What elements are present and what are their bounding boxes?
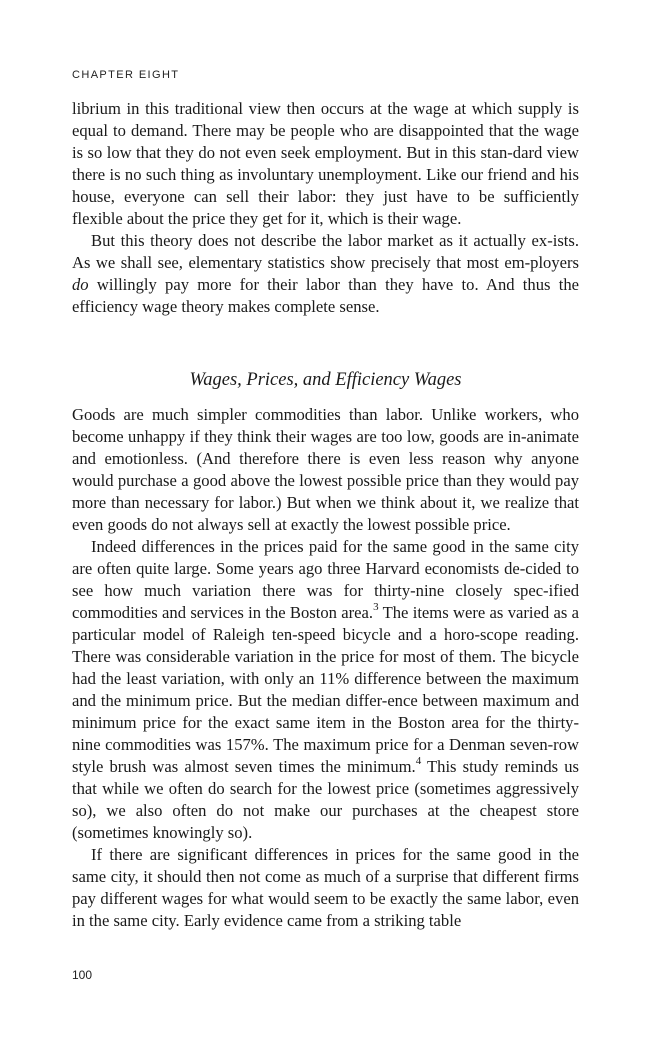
paragraph-1: librium in this traditional view then occurs at the wage at which supply is equal to demand. There may be people who are disappointed that the wage is so low that they do not even seek employment. But in this stan-dard view there is no such thing as involuntary unemployment. Like our friend and his house, everyone can sell their labor: they just have to be sufficiently flexible about the price they get for it, which is their wage.	[72, 99, 579, 228]
paragraph-4-text-b: The items were as varied as a particular model of Raleigh ten-speed bicycle and a horo-scope reading. There was considerable variation in the price for most of them. The bicycle had the least variation, with only an 11% difference between the maximum and the minimum price. But the median differ-ence between maximum and minimum price for the exact same item in the Boston area for the thirty-nine commodities was 157%. The maximum price for a Denman seven-row style brush was almost seven times the minimum.	[72, 603, 579, 776]
body-text-top	[72, 98, 579, 318]
page-number: 100	[72, 968, 93, 982]
footnote-ref-4[interactable]: 4	[415, 755, 422, 768]
paragraph-2-emphasis: do	[72, 275, 89, 294]
footnote-ref-3[interactable]: 3	[373, 601, 379, 614]
paragraph-4-text-c: This study reminds us that while we often do search for the lowest price (sometimes aggressively so), we also often do not make our purchases at the cheapest store (sometimes knowingly so).	[72, 757, 580, 842]
running-head: CHAPTER EIGHT	[72, 69, 180, 81]
section-heading: Wages, Prices, and Efficiency Wages	[189, 370, 462, 390]
paragraph-2-text-a: But this theory does not describe the labor market as it actually ex-ists. As we shall see, elementary statistics show precisely that most em-ployers	[72, 231, 579, 272]
paragraph-2-text-b: willingly pay more for their labor than they have to. And thus the efficiency wage theory makes complete sense.	[72, 275, 579, 316]
paragraph-3: Goods are much simpler commodities than labor. Unlike workers, who become unhappy if they think their wages are too low, goods are in-animate and emotionless. (And therefore there is even less reason why anyone would purchase a good above the lowest possible price than they would pay more than necessary for labor.) But when we think about it, we realize that even goods do not always sell at exactly the lowest possible price.	[72, 405, 579, 534]
paragraph-5: If there are significant differences in prices for the same good in the same city, it should then not come as much of a surprise that different firms pay different wages for what would seem to be exactly the same labor, even in the same city. Early evidence came from a striking table	[72, 845, 579, 930]
paragraph-4-text-a: Indeed differences in the prices paid for the same good in the same city are often quite large. Some years ago three Harvard economists de-cided to see how much variation there was for thirty-nine closely spec-ified commodities and services in the Boston area.	[72, 537, 579, 622]
paragraph-2	[72, 230, 579, 318]
body-text-bottom	[72, 404, 579, 932]
paragraph-4	[72, 536, 579, 844]
